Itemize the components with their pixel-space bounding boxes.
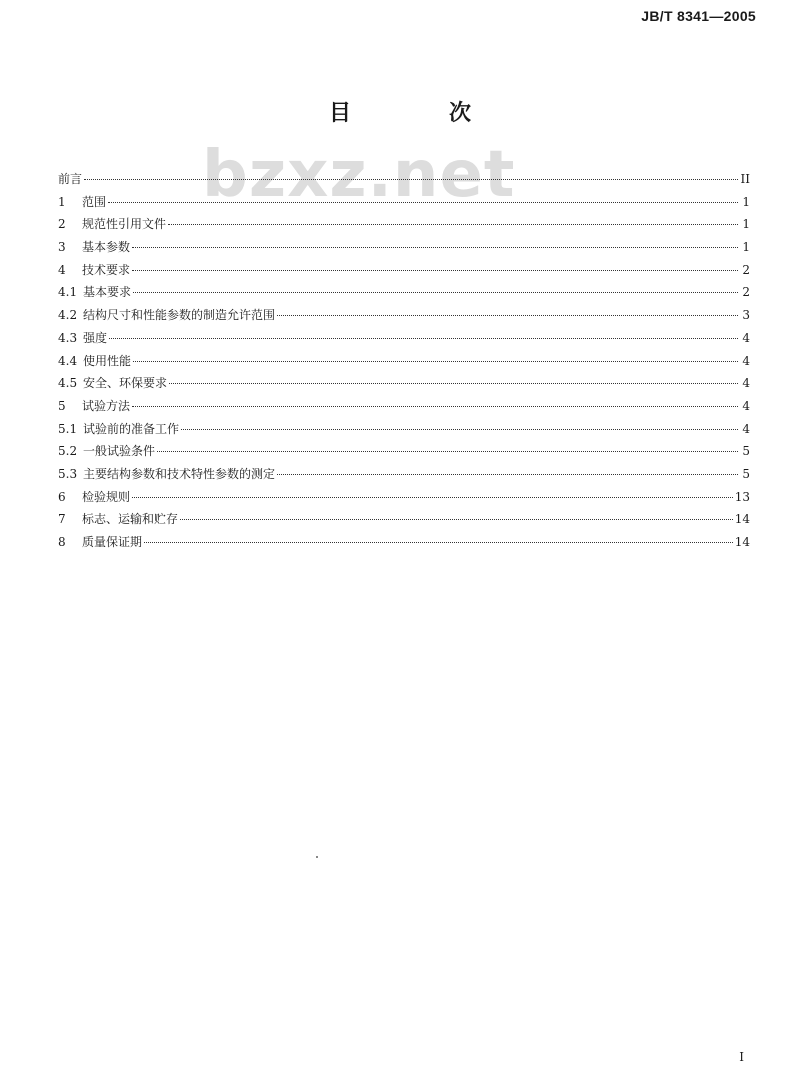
toc-entry-page: 4	[742, 330, 750, 345]
toc-entry-page: 4	[742, 398, 750, 413]
toc-entry[interactable]	[58, 352, 750, 375]
toc-entry-number: 3	[58, 240, 66, 255]
toc-entry[interactable]	[58, 442, 750, 465]
toc-entry[interactable]	[58, 397, 750, 420]
toc-entry-title: 试验前的准备工作	[83, 421, 180, 436]
toc-entry-number: 5.1	[58, 421, 78, 436]
toc-entry[interactable]	[58, 170, 750, 193]
toc-entry-title: 结构尺寸和性能参数的制造允许范围	[83, 308, 276, 323]
toc-entry-page: 5	[742, 466, 750, 481]
toc-entry[interactable]	[58, 238, 750, 261]
toc-entry-page: 3	[742, 308, 750, 323]
watermark: bzxz.net	[202, 138, 516, 212]
toc-entry-number: 4.1	[58, 285, 78, 300]
toc-entry-title: 检验规则	[82, 489, 131, 504]
toc-entry[interactable]	[58, 329, 750, 352]
toc-entry[interactable]	[58, 488, 750, 511]
toc-entry-number: 5.3	[58, 466, 78, 481]
toc-entry-page: II	[740, 172, 750, 186]
toc-entry-title: 强度	[83, 330, 108, 345]
toc-entry[interactable]	[58, 215, 750, 238]
toc-entry-number: 4.4	[58, 353, 78, 368]
toc-entry[interactable]	[58, 283, 750, 306]
toc-dot-leader	[169, 383, 738, 384]
toc-entry-title: 技术要求	[82, 262, 131, 277]
standard-code: JB/T 8341—2005	[641, 8, 756, 24]
toc-entry-title: 基本要求	[83, 285, 132, 300]
toc-entry-title: 主要结构参数和技术特性参数的测定	[83, 466, 276, 481]
toc-dot-leader	[108, 202, 738, 203]
toc-entry-page: 5	[742, 444, 750, 459]
toc-dot-leader	[132, 406, 738, 407]
toc-entry-number: 2	[58, 217, 66, 232]
toc-entry[interactable]	[58, 374, 750, 397]
toc-entry-title: 前言	[58, 172, 83, 186]
toc-entry-number: 4.3	[58, 330, 78, 345]
toc-dot-leader	[132, 247, 738, 248]
toc-entry-title: 范围	[82, 194, 107, 209]
toc-entry[interactable]	[58, 420, 750, 443]
toc-entry-title: 使用性能	[83, 353, 132, 368]
toc-entry-page: 4	[742, 353, 750, 368]
toc-dot-leader	[84, 179, 738, 180]
toc-entry[interactable]	[58, 533, 750, 556]
toc-entry[interactable]	[58, 193, 750, 216]
toc-dot-leader	[133, 361, 738, 362]
toc-entry[interactable]	[58, 261, 750, 284]
toc-entry-number: 8	[58, 535, 66, 549]
toc-dot-leader	[109, 338, 738, 339]
toc-dot-leader	[132, 497, 733, 498]
toc-dot-leader	[277, 315, 738, 316]
toc-entry-title: 试验方法	[82, 398, 131, 413]
toc-entry-title: 标志、运输和贮存	[82, 512, 179, 527]
toc-entry-page: 1	[742, 194, 750, 209]
toc-dot-leader	[168, 224, 738, 225]
toc-entry-number: 7	[58, 512, 66, 527]
toc-dot-leader	[181, 429, 738, 430]
toc-entry-page: 2	[742, 285, 750, 300]
page-number: I	[739, 1050, 744, 1064]
toc-entry-number: 5	[58, 398, 66, 413]
toc-entry-number: 1	[58, 194, 66, 209]
toc-entry[interactable]	[58, 306, 750, 329]
scan-speck	[316, 856, 318, 858]
toc-entry-page: 1	[742, 217, 750, 232]
toc-entry-number: 6	[58, 489, 66, 504]
toc-entry-title: 规范性引用文件	[82, 217, 167, 232]
toc-entry-title: 基本参数	[82, 240, 131, 255]
toc-entry-title: 一般试验条件	[83, 444, 156, 459]
toc-entry-page: 4	[742, 421, 750, 436]
toc-entry-page: 1	[742, 240, 750, 255]
toc-entry-page: 2	[742, 262, 750, 277]
toc-entry-page: 13	[734, 489, 750, 504]
toc-entry-title: 安全、环保要求	[83, 376, 168, 391]
toc-entry-page: 14	[734, 512, 750, 527]
toc-dot-leader	[133, 292, 738, 293]
toc-dot-leader	[144, 542, 733, 543]
toc-entry-page: 14	[734, 535, 750, 549]
toc-entry-number: 4.2	[58, 308, 78, 323]
toc-dot-leader	[132, 270, 738, 271]
toc-entry-page: 4	[742, 376, 750, 391]
table-of-contents	[58, 170, 750, 556]
toc-entry-number: 4.5	[58, 376, 78, 391]
toc-entry[interactable]	[58, 465, 750, 488]
toc-dot-leader	[277, 474, 738, 475]
toc-dot-leader	[157, 451, 738, 452]
toc-entry-number: 5.2	[58, 444, 78, 459]
toc-entry-title: 质量保证期	[82, 535, 143, 549]
toc-entry-number: 4	[58, 262, 66, 277]
toc-entry[interactable]	[58, 510, 750, 533]
toc-dot-leader	[180, 519, 733, 520]
page-title: 目 次	[328, 100, 509, 126]
